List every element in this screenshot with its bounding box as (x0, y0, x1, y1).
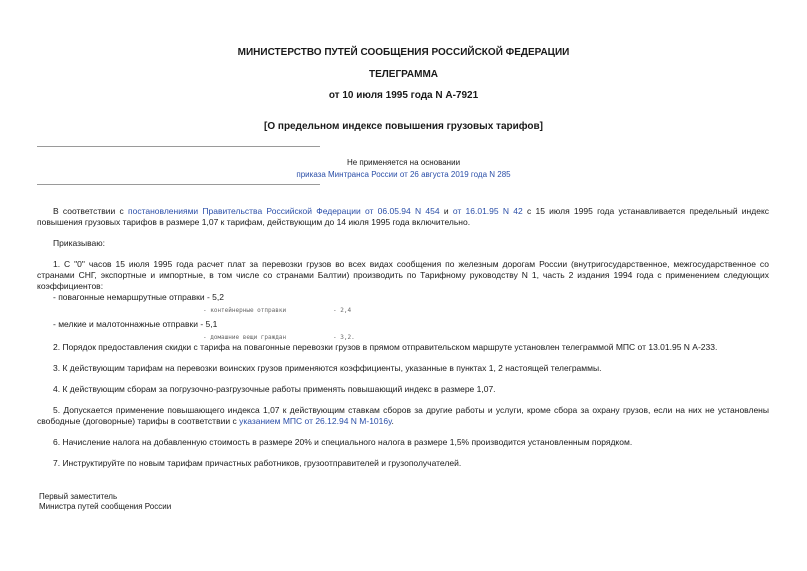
paragraph-text: В соответствии с (53, 206, 128, 216)
link-decree-42[interactable]: от 16.01.95 N 42 (452, 206, 523, 216)
coefficient-wagon: - повагонные немаршрутные отправки - 5,2 (53, 292, 224, 303)
signature-organization: Министра путей сообщения России (39, 502, 172, 512)
paragraph-order: Приказываю: (53, 238, 106, 249)
paragraph-item-4: 4. К действующим сборам за погрузочно-разгрузочные работы применять повышающий индекс в размере 1,07. (53, 384, 496, 395)
divider-top (37, 146, 320, 147)
paragraph-item-5 (37, 405, 769, 427)
status-note-line (0, 170, 807, 180)
coefficient-small: - мелкие и малотоннажные отправки - 5,1 (53, 319, 218, 330)
document-title: [О предельном индексе повышения грузовых тарифов] (264, 121, 543, 132)
paragraph-text: 5. Допускается применение повышающего индекса 1,07 к действующим ставкам сборов за другие работы и услуги, кроме сбора за охрану грузов, если на них не установлены свободные (договорные) тарифы в соответствии с (37, 405, 769, 427)
document-body (37, 206, 769, 469)
link-government-decree-454[interactable]: постановлениями Правительства Российской Федерации от 06.05.94 N 454 (128, 206, 440, 216)
paragraph-text: с 15 июля 1995 года устанавливается предельный индекс повышения грузовых тарифов в размере 1,07 к тарифам, действующим до 14 июля 1995 года включительно. (37, 206, 770, 228)
coefficient-household: - домашние вещи граждан - 3,2. (203, 334, 355, 342)
paragraph-item-6: 6. Начисление налога на добавленную стоимость в размере 20% и специального налога в размере 1,5% производится установленным порядком. (53, 437, 633, 448)
status-note-link[interactable]: приказа Минтранса России от 26 августа 2019 года N 285 (296, 170, 511, 179)
signature-block (39, 492, 171, 513)
ministry-heading: МИНИСТЕРСТВО ПУТЕЙ СООБЩЕНИЯ РОССИЙСКОЙ ФЕДЕРАЦИИ (237, 47, 570, 58)
signature-position: Первый заместитель (39, 492, 118, 501)
paragraph-item-3: 3. К действующим тарифам на перевозки воинских грузов применяются коэффициенты, указанные в пунктах 1, 2 настоящей телеграммы. (53, 363, 602, 374)
paragraph-intro (37, 206, 769, 228)
divider-bottom (37, 184, 320, 185)
paragraph-item-7: 7. Инструктируйте по новым тарифам причастных работников, грузоотправителей и грузополучателей. (53, 458, 462, 469)
paragraph-item-1: 1. С "0" часов 15 июля 1995 года расчет плат за перевозки грузов во всех видах сообщения по железным дорогам России (внутригосударственное, межгосударственное со странами СНГ, экспортные и импортные, в том числе со странами Балтии) производить по Тарифному руководству N 1, часть 2 издания 1994 года с применением следующих коэффициентов: (37, 259, 769, 292)
document-date-number: от 10 июля 1995 года N А-7921 (328, 90, 479, 101)
paragraph-text: и (439, 206, 453, 216)
paragraph-text: . (391, 416, 394, 427)
link-mps-instruction[interactable]: указанием МПС от 26.12.94 N М-1016у (239, 416, 392, 427)
coefficient-container: - контейнерные отправки - 2,4 (203, 307, 352, 315)
paragraph-item-2: 2. Порядок предоставления скидки с тарифа на повагонные перевозки грузов в прямом отправительском маршруте установлен телеграммой МПС от 13.01.95 N А-233. (53, 341, 718, 352)
status-note-text: Не применяется на основании (346, 158, 461, 167)
document-type-heading: ТЕЛЕГРАММА (368, 69, 439, 80)
